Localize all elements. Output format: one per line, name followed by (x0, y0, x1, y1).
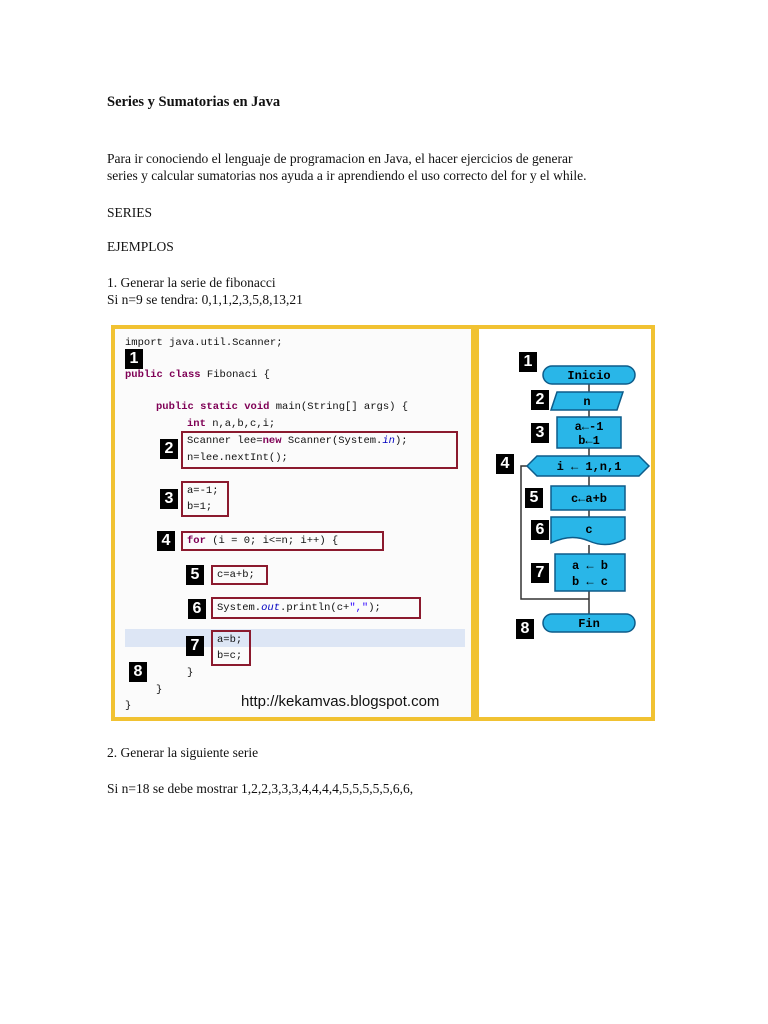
example-1-description: Si n=9 se tendra: 0,1,1,2,3,5,8,13,21 (107, 292, 303, 307)
box-scanner (181, 431, 458, 469)
fibonacci-figure (111, 325, 655, 721)
example-2-description: Si n=18 se debe mostrar 1,2,2,3,3,3,4,4,4,4,5,5,5,5,5,6,6, (107, 781, 414, 796)
code-sum: c=a+b; (217, 569, 255, 581)
blog-url: http://kekamvas.blogspot.com (241, 693, 440, 710)
code-close-main: } (156, 684, 163, 696)
assign-label-1: a←-1 (574, 420, 604, 434)
box-swap (211, 630, 251, 666)
box-init (181, 481, 229, 517)
flow-number-3: 3 (531, 423, 549, 443)
code-a-init: a=-1; (187, 485, 219, 497)
output-label: c (585, 523, 593, 537)
input-label: n (583, 395, 591, 409)
code-a-assign: a=b; (217, 634, 243, 646)
box-for (181, 531, 384, 551)
flow-number-8: 8 (516, 619, 534, 639)
highlighted-line (125, 629, 465, 647)
flow-number-5: 5 (525, 488, 543, 508)
swap-label-1: a ← b (571, 559, 609, 573)
flow-number-2: 2 (531, 390, 549, 410)
intro-line-1: Para ir conociendo el lenguaje de programacion en Java, el hacer ejercicios de generar (107, 151, 573, 166)
flowchart (479, 329, 651, 717)
flow-number-1: 1 (519, 352, 537, 372)
example-2-title: 2. Generar la siguiente serie (107, 745, 259, 760)
swap-label-2: b ← c (571, 575, 609, 589)
code-number-5: 5 (186, 565, 204, 585)
code-b-init: b=1; (187, 501, 213, 513)
code-number-8: 8 (129, 662, 147, 682)
start-label: Inicio (567, 369, 611, 383)
code-number-7: 7 (186, 636, 204, 656)
intro-line-2: series y calcular sumatorias nos ayuda a ir aprendiendo el uso correcto del for y el while. (107, 168, 587, 183)
box-print (211, 597, 421, 619)
section-examples: EJEMPLOS (107, 239, 174, 254)
code-import: import java.util.Scanner; (125, 337, 283, 349)
sum-label: c←a+b (570, 492, 608, 506)
code-number-3: 3 (160, 489, 178, 509)
flowchart-panel (479, 329, 651, 717)
end-label: Fin (578, 617, 600, 631)
assign-label-2: b←1 (578, 434, 600, 448)
code-number-1: 1 (125, 349, 143, 369)
code-number-2: 2 (160, 439, 178, 459)
code-for: for (i = 0; i<=n; i++) { (187, 535, 339, 547)
code-number-6: 6 (188, 599, 206, 619)
code-declaration: int n,a,b,c,i; (187, 418, 276, 430)
code-close-for: } (187, 667, 194, 679)
loop-label: i ← 1,n,1 (556, 460, 622, 474)
box-sum (211, 565, 268, 585)
code-b-assign: b=c; (217, 650, 243, 662)
code-panel (115, 329, 471, 717)
code-class: public class Fibonaci { (125, 369, 270, 381)
code-number-4: 4 (157, 531, 175, 551)
flow-number-6: 6 (531, 520, 549, 540)
example-1-title: 1. Generar la serie de fibonacci (107, 275, 276, 290)
code-close-class: } (125, 700, 132, 712)
code-main: public static void main(String[] args) { (156, 401, 409, 413)
code-read: n=lee.nextInt(); (187, 452, 288, 464)
flow-number-7: 7 (531, 563, 549, 583)
code-print: System.out.println(c+","); (217, 602, 381, 614)
code-scanner: Scanner lee=new Scanner(System.in); (187, 435, 408, 447)
flow-number-4: 4 (496, 454, 514, 474)
section-series: SERIES (107, 205, 153, 220)
page-title: Series y Sumatorias en Java (107, 94, 281, 110)
